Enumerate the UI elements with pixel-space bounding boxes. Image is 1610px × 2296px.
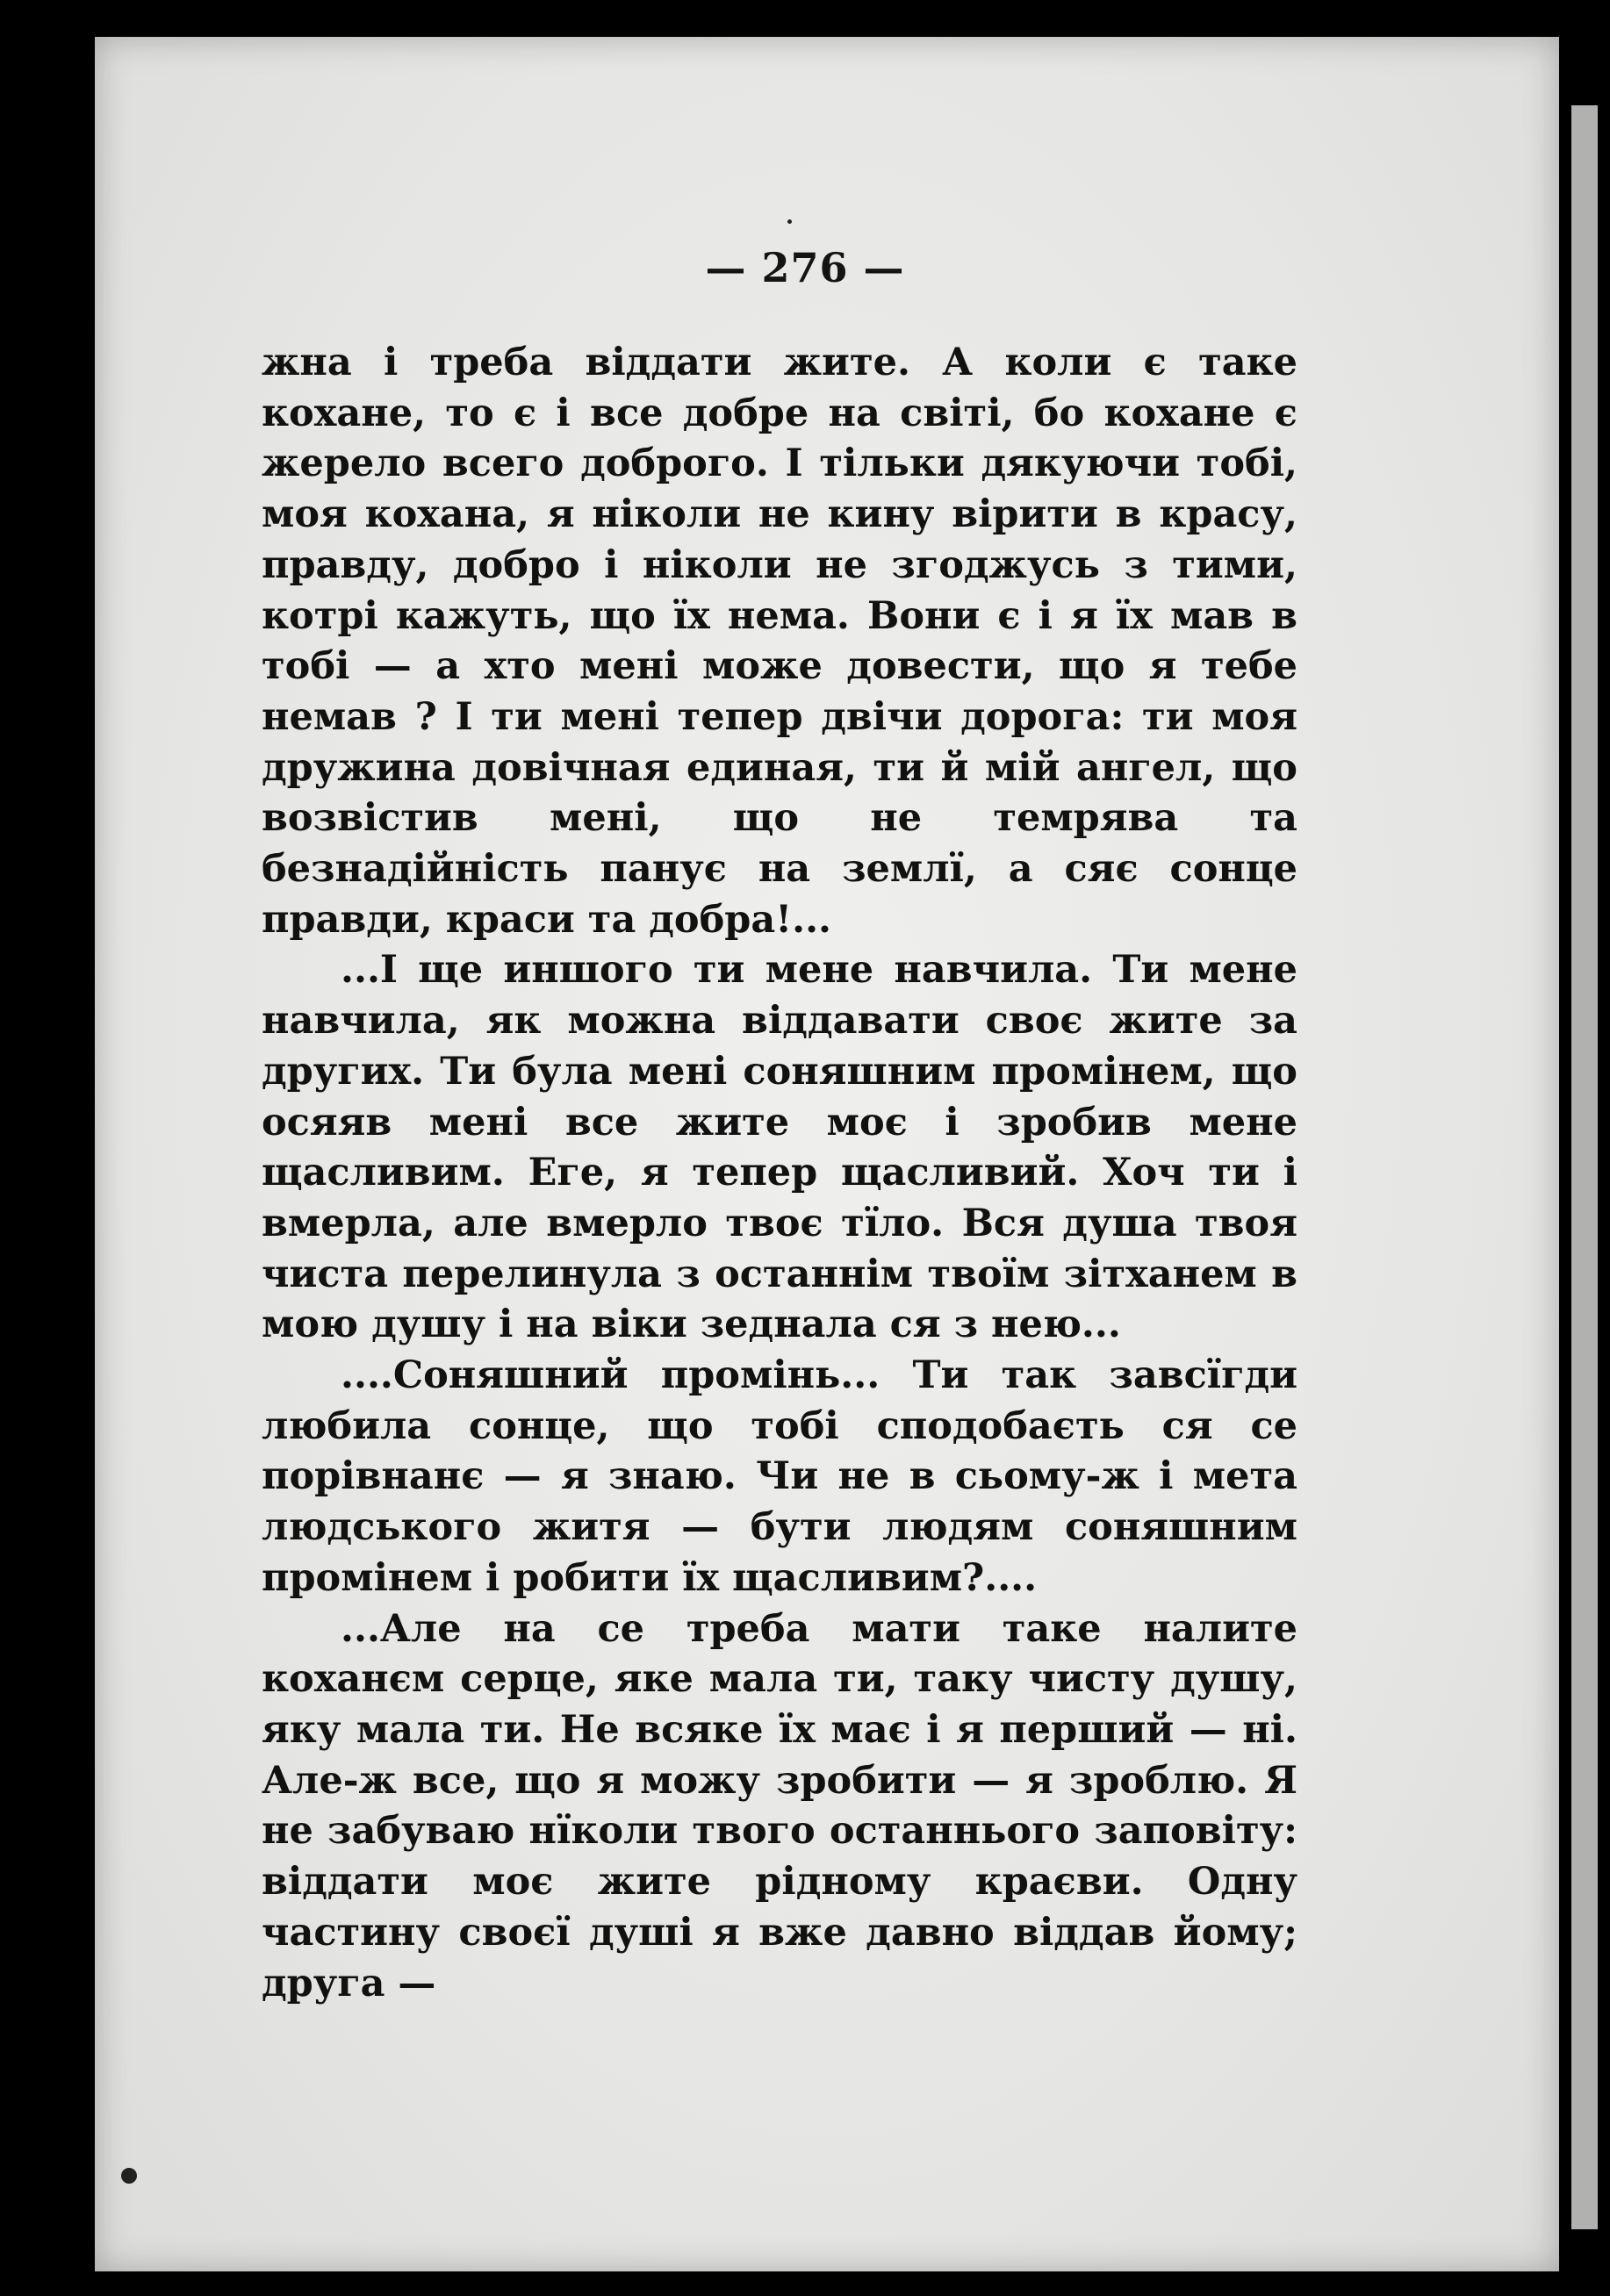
text-body [262,338,1297,2009]
paragraph-4: ...Але на се треба мати таке налите коханєм серце, яке мала ти, таку чисту душу, яку мала ти. Не всяке їх має і я перший — ні. Але-ж все, що я можу зробити — я зроблю. Я не забуваю нїколи твого останнього заповіту: віддати моє жите рідному краєви. Одну частину своєї душі я вже давно віддав йому; друга — [262,1606,1297,2005]
scan-speck [787,219,792,224]
page-number: — 276 — [705,244,905,291]
paragraph-1: жна і треба віддати жите. А коли є таке кохане, то є і все добре на світі, бо кохане є жерело всего доброго. І тільки дякуючи тобі, моя кохана, я ніколи не кину вірити в красу, правду, добро і ніколи не згоджусь з тими, котрі кажуть, що їх нема. Вони є і я їх мав в тобі — а хто мені може довести, що я тебе немав ? І ти мені тепер двічи дорога: ти моя дружина довічная единая, ти й мій ангел, що возвістив мені, що не темрява та безнадійність панує на землї, а сяє сонце правди, краси та добра!... [262,341,1297,942]
paragraph-3: ....Соняшний промінь... Ти так завсїгди любила сонце, що тобі сподобаєть ся се порівнанє — я знаю. Чи не в сьому-ж і мета людського житя — бути людям соняшним промінем і робити їх щасливим?.... [262,1353,1297,1600]
scan-speck [121,2168,137,2184]
next-page-edge [1571,105,1598,2229]
paragraph-2: ...І ще иншого ти мене навчила. Ти мене навчила, як можна віддавати своє жите за других. Ти була мені соняшним промінем, що осяяв мені все жите моє і зробив мене щасливим. Еге, я тепер щасливий. Хоч ти і вмерла, але вмерло твоє тїло. Вся душа твоя чиста перелинула з останнім твоїм зітханем в мою душу і на віки зеднала ся з нею... [262,948,1297,1347]
